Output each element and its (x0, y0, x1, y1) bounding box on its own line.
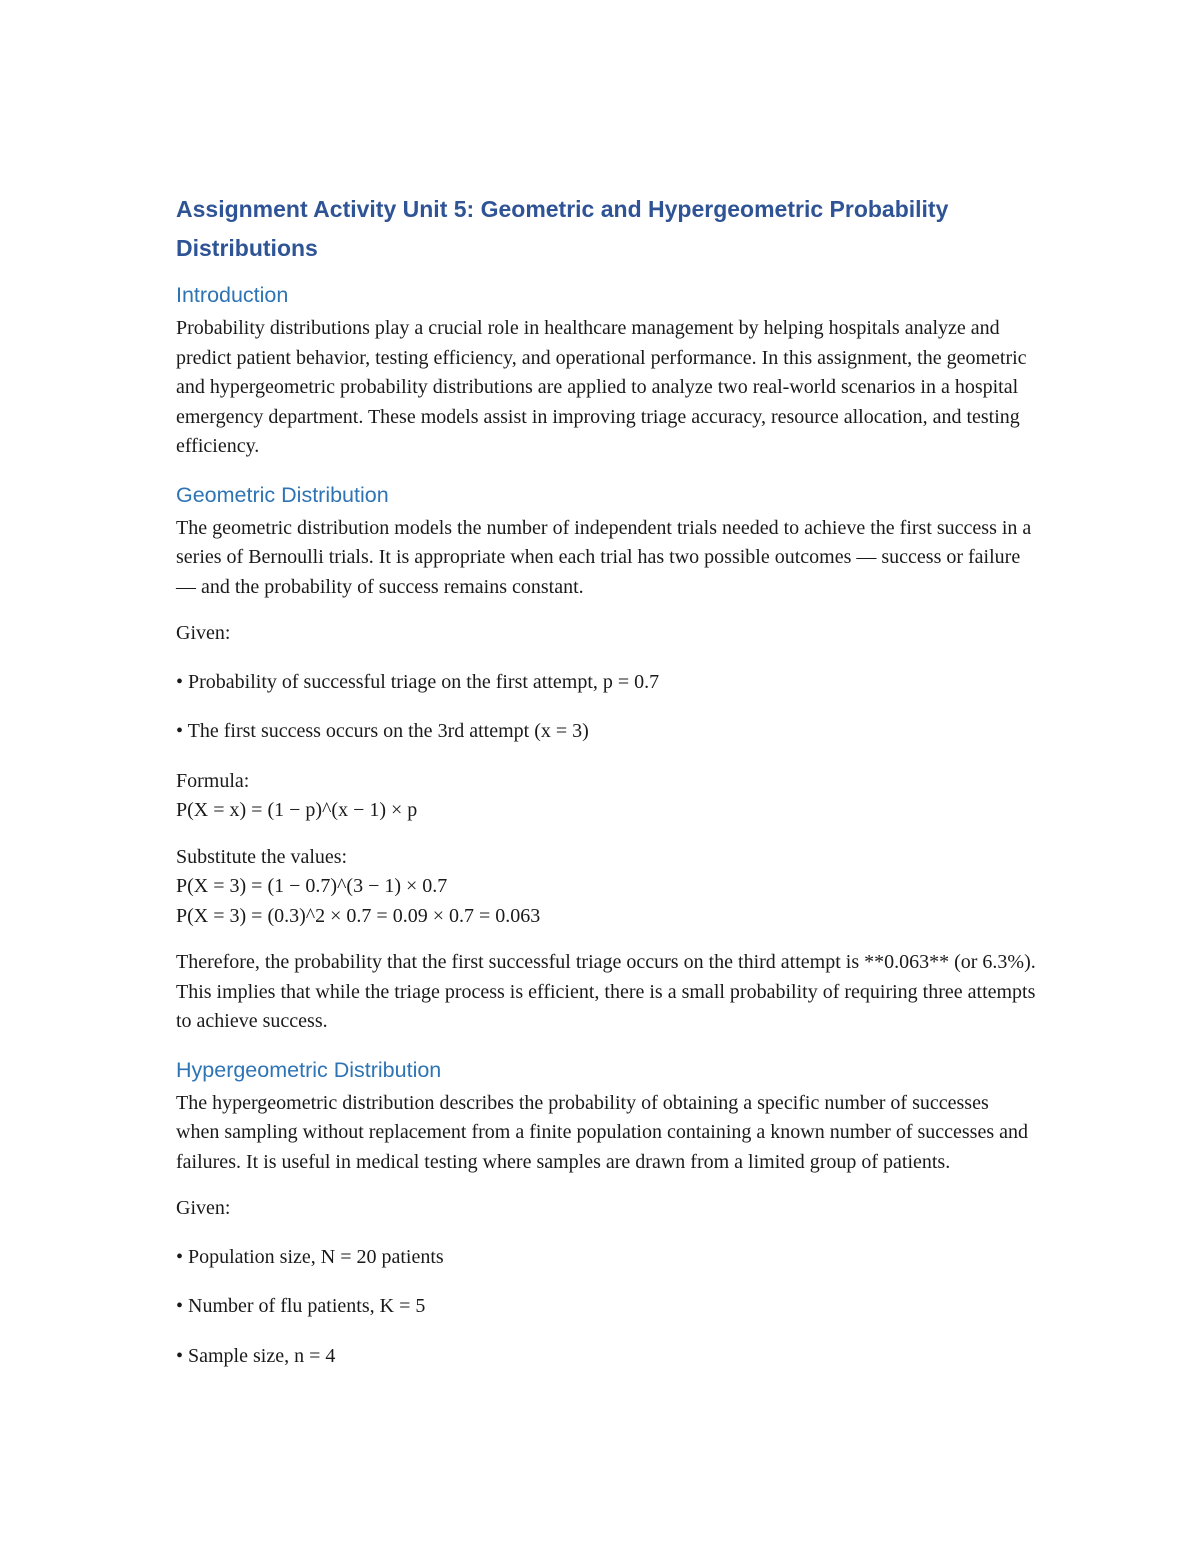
geometric-substitution-block (176, 843, 1036, 932)
formula-label: Formula: (176, 769, 250, 792)
hypergeometric-heading: Hypergeometric Distribution (176, 1057, 442, 1082)
hypergeometric-bullet-population: • Population size, N = 20 patients (176, 1245, 444, 1268)
document-page (176, 190, 1036, 1391)
formula: P(X = x) = (1 − p)^(x − 1) × p (176, 799, 418, 821)
geometric-paragraph: The geometric distribution models the number of independent trials needed to achieve the first success in a series of Bernoulli trials. It is appropriate when each trial has two possible outcomes — success or failure — and the probability of success remains constant. (176, 516, 1032, 598)
hypergeometric-given-label: Given: (176, 1197, 231, 1219)
substitute-label: Substitute the values: (176, 845, 348, 868)
geometric-formula-block (176, 767, 1036, 826)
hypergeometric-bullet-flu: • Number of flu patients, K = 5 (176, 1295, 426, 1317)
document-title: Assignment Activity Unit 5: Geometric and Hypergeometric Probability Distributions (176, 196, 949, 261)
geometric-bullet-p: • Probability of successful triage on the first attempt, p = 0.7 (176, 670, 660, 693)
hypergeometric-bullet-sample: • Sample size, n = 4 (176, 1344, 336, 1367)
geometric-conclusion: Therefore, the probability that the first successful triage occurs on the third attempt is **0.063** (or 6.3%). This implies that while the triage process is efficient, there is a small probability of requiring three attempts to achieve success. (176, 951, 1036, 1032)
geometric-heading: Geometric Distribution (176, 482, 389, 507)
hypergeometric-paragraph: The hypergeometric distribution describes the probability of obtaining a specific number of successes when sampling without replacement from a finite population containing a known number of successes and failures. It is useful in medical testing where samples are drawn from a limited group of patients. (176, 1091, 1029, 1173)
geometric-given-label: Given: (176, 622, 231, 644)
introduction-heading: Introduction (176, 283, 289, 307)
substitute-line-2: P(X = 3) = (0.3)^2 × 0.7 = 0.09 × 0.7 = 0.063 (176, 904, 541, 927)
substitute-line-1: P(X = 3) = (1 − 0.7)^(3 − 1) × 0.7 (176, 875, 448, 897)
geometric-bullet-x: • The first success occurs on the 3rd attempt (x = 3) (176, 720, 589, 742)
introduction-paragraph: Probability distributions play a crucial role in healthcare management by helping hospitals analyze and predict patient behavior, testing efficiency, and operational performance. In this assignment, the geometric and hypergeometric probability distributions are applied to analyze two real-world scenarios in a hospital emergency department. These models assist in improving triage accuracy, resource allocation, and testing efficiency. (176, 317, 1027, 457)
